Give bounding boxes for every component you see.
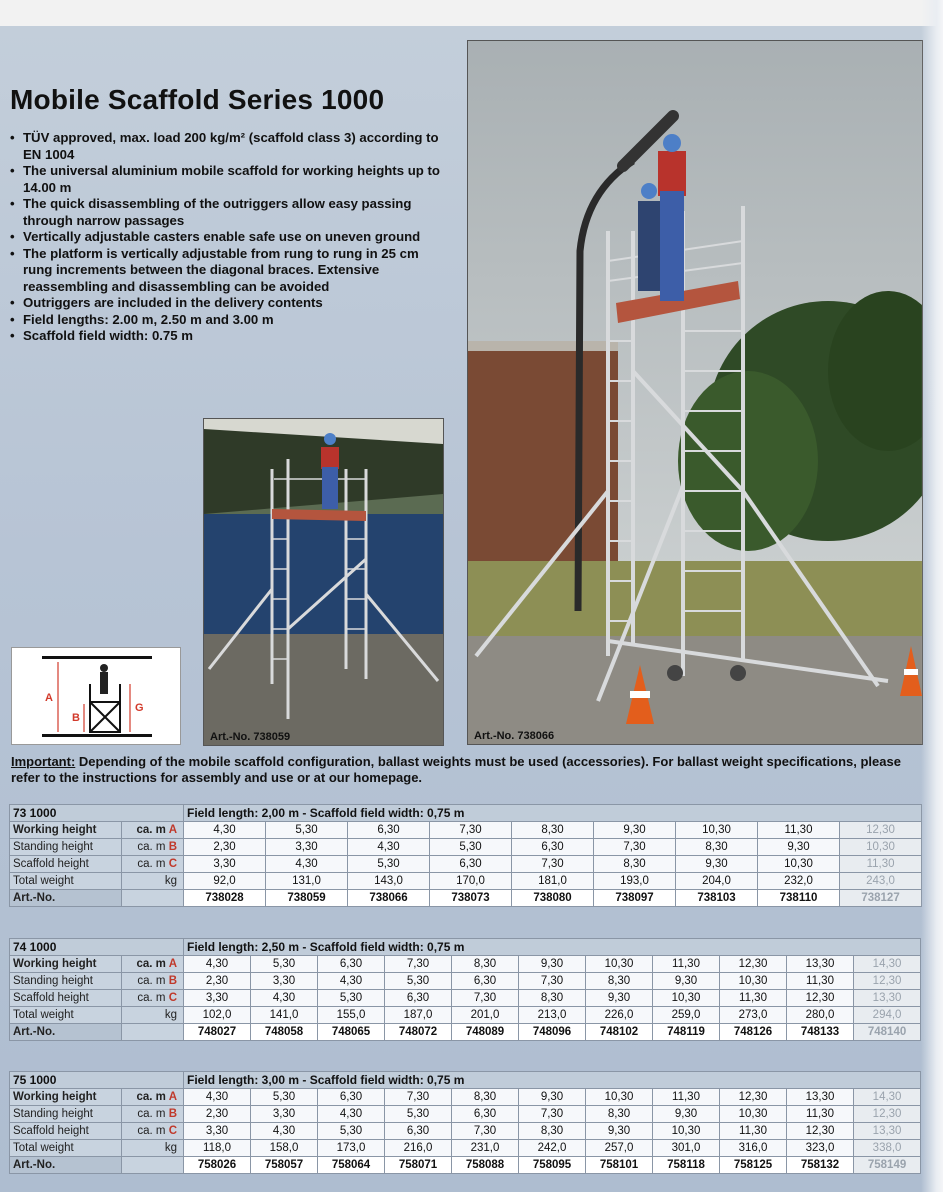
table-cell: 3,30	[266, 839, 348, 856]
table-row-working	[10, 1089, 921, 1106]
unit-text: ca. m	[136, 824, 166, 836]
row-label: Working height	[10, 822, 122, 839]
table-cell: 7,30	[430, 822, 512, 839]
table-cell: 11,30	[720, 990, 787, 1007]
row-unit	[122, 990, 184, 1007]
table-cell: 10,30	[758, 856, 840, 873]
table-cell: 9,30	[586, 990, 653, 1007]
field-description: Field length: 3,00 m - Scaffold field width: 0,75 m	[184, 1072, 921, 1089]
table-cell: 6,30	[512, 839, 594, 856]
table-cell: 5,30	[348, 856, 430, 873]
table-cell: 9,30	[586, 1123, 653, 1140]
row-label: Standing height	[10, 1106, 122, 1123]
table-row-total	[10, 1140, 921, 1157]
unit-text: ca. m	[136, 1091, 166, 1103]
table-cell: 748058	[251, 1024, 318, 1041]
row-label: Scaffold height	[10, 990, 122, 1007]
table-cell: 4,30	[318, 973, 385, 990]
table-cell: 7,30	[594, 839, 676, 856]
table-cell: 5,30	[430, 839, 512, 856]
table-cell: 758149	[854, 1157, 921, 1174]
table-cell: 6,30	[452, 973, 519, 990]
row-unit	[122, 1106, 184, 1123]
table-cell: 12,30	[787, 1123, 854, 1140]
table-cell: 5,30	[318, 1123, 385, 1140]
table-cell: 738110	[758, 890, 840, 907]
height-diagram	[11, 647, 181, 745]
table-cell: 748096	[519, 1024, 586, 1041]
dimension-marker: A	[168, 824, 178, 836]
table-cell: 5,30	[318, 990, 385, 1007]
table-cell: 4,30	[184, 1089, 251, 1106]
table-cell: 11,30	[653, 1089, 720, 1106]
table-cell: 5,30	[251, 1089, 318, 1106]
table-cell: 758071	[385, 1157, 452, 1174]
table-cell: 11,30	[758, 822, 840, 839]
unit-text: ca. m	[136, 958, 166, 970]
table-cell: 7,30	[512, 856, 594, 873]
dimension-marker: A	[168, 958, 178, 970]
table-cell: 8,30	[676, 839, 758, 856]
table-row-art	[10, 890, 922, 907]
table-cell: 7,30	[519, 973, 586, 990]
row-unit	[122, 1157, 184, 1174]
table-cell: 11,30	[653, 956, 720, 973]
table-cell: 738127	[840, 890, 922, 907]
table-cell: 738080	[512, 890, 594, 907]
table-cell: 6,30	[452, 1106, 519, 1123]
field-description: Field length: 2,50 m - Scaffold field width: 0,75 m	[184, 939, 921, 956]
row-unit	[122, 839, 184, 856]
table-cell: 9,30	[519, 956, 586, 973]
table-cell: 204,0	[676, 873, 758, 890]
table-cell: 9,30	[676, 856, 758, 873]
table-cell: 7,30	[385, 1089, 452, 1106]
table-cell: 758101	[586, 1157, 653, 1174]
scaffold-photo-large-image	[468, 41, 922, 744]
height-diagram-drawing	[12, 648, 180, 744]
table-cell: 8,30	[586, 1106, 653, 1123]
table-cell: 738103	[676, 890, 758, 907]
feature-item: • Scaffold field width: 0.75 m	[10, 328, 450, 345]
row-label: Art.-No.	[10, 1024, 122, 1041]
table-cell: 7,30	[519, 1106, 586, 1123]
table-cell: 14,30	[854, 956, 921, 973]
table-cell: 3,30	[251, 973, 318, 990]
important-note	[11, 754, 911, 786]
table-cell: 8,30	[452, 1089, 519, 1106]
table-cell: 8,30	[594, 856, 676, 873]
row-label: Working height	[10, 1089, 122, 1106]
table-cell: 11,30	[840, 856, 922, 873]
spec-table-75-1000	[9, 1071, 921, 1174]
table-cell: 102,0	[184, 1007, 251, 1024]
table-cell: 259,0	[653, 1007, 720, 1024]
table-cell: 12,30	[720, 956, 787, 973]
table-cell: 738028	[184, 890, 266, 907]
table-row-scaffold	[10, 856, 922, 873]
table-cell: 4,30	[266, 856, 348, 873]
table-cell: 323,0	[787, 1140, 854, 1157]
table-cell: 7,30	[452, 1123, 519, 1140]
table-cell: 758125	[720, 1157, 787, 1174]
dimension-marker: B	[168, 1108, 178, 1120]
table-cell: 193,0	[594, 873, 676, 890]
table-cell: 748072	[385, 1024, 452, 1041]
row-unit	[122, 856, 184, 873]
table-row-scaffold	[10, 1123, 921, 1140]
row-unit	[122, 1123, 184, 1140]
table-cell: 141,0	[251, 1007, 318, 1024]
feature-item: • Outriggers are included in the delivery contents	[10, 295, 450, 312]
table-cell: 158,0	[251, 1140, 318, 1157]
feature-item: • The universal aluminium mobile scaffold for working heights up to 14.00 m	[10, 163, 450, 196]
table-cell: 9,30	[653, 973, 720, 990]
table-cell: 14,30	[854, 1089, 921, 1106]
spec-table-73-1000	[9, 804, 922, 907]
page-title: Mobile Scaffold Series 1000	[10, 84, 385, 115]
table-cell: 4,30	[184, 956, 251, 973]
table-cell: 10,30	[676, 822, 758, 839]
feature-item: • Field lengths: 2.00 m, 2.50 m and 3.00 m	[10, 312, 450, 329]
table-cell: 13,30	[787, 956, 854, 973]
table-cell: 294,0	[854, 1007, 921, 1024]
table-cell: 738059	[266, 890, 348, 907]
table-cell: 273,0	[720, 1007, 787, 1024]
table-cell: 758095	[519, 1157, 586, 1174]
table-cell: 758057	[251, 1157, 318, 1174]
feature-item: • Vertically adjustable casters enable safe use on uneven ground	[10, 229, 450, 246]
table-cell: 8,30	[519, 990, 586, 1007]
page-top-margin	[0, 0, 943, 26]
table-cell: 4,30	[184, 822, 266, 839]
table-cell: 738066	[348, 890, 430, 907]
dimension-marker: C	[168, 992, 178, 1004]
feature-item: • The quick disassembling of the outriggers allow easy passing through narrow passages	[10, 196, 450, 229]
table-cell: 6,30	[430, 856, 512, 873]
diagram-label-b: B	[72, 712, 80, 724]
table-row-total	[10, 1007, 921, 1024]
table-cell: 12,30	[840, 822, 922, 839]
table-cell: 748119	[653, 1024, 720, 1041]
series-number: 73 1000	[10, 805, 184, 822]
row-label: Total weight	[10, 1007, 122, 1024]
table-cell: 758132	[787, 1157, 854, 1174]
row-label: Art.-No.	[10, 1157, 122, 1174]
row-label: Standing height	[10, 839, 122, 856]
row-label: Working height	[10, 956, 122, 973]
unit-text: ca. m	[137, 858, 166, 870]
table-cell: 3,30	[184, 856, 266, 873]
table-cell: 226,0	[586, 1007, 653, 1024]
table-cell: 8,30	[586, 973, 653, 990]
table-cell: 4,30	[251, 1123, 318, 1140]
table-cell: 2,30	[184, 1106, 251, 1123]
table-cell: 9,30	[653, 1106, 720, 1123]
diagram-label-g: G	[135, 702, 144, 714]
row-label: Total weight	[10, 873, 122, 890]
diagram-label-a: A	[45, 692, 53, 704]
table-cell: 213,0	[519, 1007, 586, 1024]
table-cell: 9,30	[758, 839, 840, 856]
table-cell: 3,30	[184, 1123, 251, 1140]
table-cell: 10,30	[586, 956, 653, 973]
row-unit	[122, 890, 184, 907]
row-unit	[122, 1089, 184, 1106]
table-header-row	[10, 805, 922, 822]
table-row-art	[10, 1024, 921, 1041]
table-cell: 316,0	[720, 1140, 787, 1157]
page-edge-shadow	[921, 0, 943, 1192]
table-row-standing	[10, 973, 921, 990]
unit-text: ca. m	[137, 975, 166, 987]
photo-caption-large: Art.-No. 738066	[474, 730, 555, 742]
table-cell: 6,30	[385, 990, 452, 1007]
dimension-marker: C	[168, 1125, 178, 1137]
table-cell: 8,30	[512, 822, 594, 839]
table-cell: 13,30	[854, 990, 921, 1007]
scaffold-photo-small	[203, 418, 444, 746]
table-cell: 131,0	[266, 873, 348, 890]
table-cell: 4,30	[251, 990, 318, 1007]
table-cell: 92,0	[184, 873, 266, 890]
table-row-scaffold	[10, 990, 921, 1007]
table-cell: 2,30	[184, 973, 251, 990]
table-cell: 155,0	[318, 1007, 385, 1024]
table-cell: 758026	[184, 1157, 251, 1174]
row-unit	[122, 956, 184, 973]
dimension-marker: C	[168, 858, 178, 870]
row-label: Standing height	[10, 973, 122, 990]
table-row-standing	[10, 839, 922, 856]
row-label: Art.-No.	[10, 890, 122, 907]
dimension-marker: A	[168, 1091, 178, 1103]
table-cell: 748089	[452, 1024, 519, 1041]
unit-text: kg	[164, 1009, 178, 1021]
table-cell: 11,30	[787, 1106, 854, 1123]
row-unit	[122, 1024, 184, 1041]
table-cell: 5,30	[251, 956, 318, 973]
table-cell: 5,30	[385, 973, 452, 990]
unit-text: kg	[164, 875, 178, 887]
row-label: Scaffold height	[10, 1123, 122, 1140]
table-cell: 5,30	[385, 1106, 452, 1123]
table-cell: 758118	[653, 1157, 720, 1174]
table-cell: 12,30	[854, 1106, 921, 1123]
table-cell: 4,30	[318, 1106, 385, 1123]
dimension-marker: B	[168, 841, 178, 853]
row-unit	[122, 873, 184, 890]
table-cell: 257,0	[586, 1140, 653, 1157]
unit-text: ca. m	[137, 992, 166, 1004]
table-cell: 13,30	[854, 1123, 921, 1140]
row-label: Scaffold height	[10, 856, 122, 873]
table-cell: 280,0	[787, 1007, 854, 1024]
table-cell: 187,0	[385, 1007, 452, 1024]
table-cell: 9,30	[594, 822, 676, 839]
important-note-lead: Important:	[11, 754, 76, 769]
table-cell: 8,30	[519, 1123, 586, 1140]
table-cell: 10,30	[653, 1123, 720, 1140]
table-cell: 12,30	[720, 1089, 787, 1106]
row-unit	[122, 1007, 184, 1024]
table-cell: 7,30	[452, 990, 519, 1007]
table-row-working	[10, 956, 921, 973]
table-cell: 216,0	[385, 1140, 452, 1157]
table-cell: 8,30	[452, 956, 519, 973]
table-cell: 10,30	[720, 973, 787, 990]
photo-caption-small: Art.-No. 738059	[210, 731, 291, 743]
table-cell: 6,30	[348, 822, 430, 839]
scaffold-photo-large	[467, 40, 923, 745]
table-cell: 2,30	[184, 839, 266, 856]
unit-text: ca. m	[137, 1108, 166, 1120]
table-cell: 748065	[318, 1024, 385, 1041]
table-cell: 6,30	[318, 956, 385, 973]
unit-text: ca. m	[137, 1125, 166, 1137]
table-cell: 143,0	[348, 873, 430, 890]
table-cell: 181,0	[512, 873, 594, 890]
table-cell: 10,30	[840, 839, 922, 856]
table-cell: 6,30	[385, 1123, 452, 1140]
table-cell: 6,30	[318, 1089, 385, 1106]
table-cell: 173,0	[318, 1140, 385, 1157]
important-note-text: Depending of the mobile scaffold configuration, ballast weights must be used (accessories). For ballast weight specifications, please refer to the instructions for assembly and use or at our homepage.	[11, 754, 901, 785]
feature-item: • TÜV approved, max. load 200 kg/m² (scaffold class 3) according to EN 1004	[10, 130, 450, 163]
dimension-marker: B	[168, 975, 178, 987]
table-cell: 13,30	[787, 1089, 854, 1106]
table-row-art	[10, 1157, 921, 1174]
unit-text: ca. m	[137, 841, 166, 853]
table-row-working	[10, 822, 922, 839]
table-header-row	[10, 939, 921, 956]
row-unit	[122, 973, 184, 990]
table-cell: 4,30	[348, 839, 430, 856]
row-unit	[122, 822, 184, 839]
table-cell: 5,30	[266, 822, 348, 839]
row-label: Total weight	[10, 1140, 122, 1157]
table-cell: 738097	[594, 890, 676, 907]
field-description: Field length: 2,00 m - Scaffold field width: 0,75 m	[184, 805, 922, 822]
table-cell: 232,0	[758, 873, 840, 890]
spec-table-74-1000	[9, 938, 921, 1041]
table-row-total	[10, 873, 922, 890]
table-cell: 3,30	[251, 1106, 318, 1123]
table-header-row	[10, 1072, 921, 1089]
table-cell: 11,30	[787, 973, 854, 990]
feature-item: • The platform is vertically adjustable from rung to rung in 25 cm rung increments between the diagonal braces. Extensive reassembling and disassembling can be avoided	[10, 246, 450, 296]
unit-text: kg	[164, 1142, 178, 1154]
table-cell: 201,0	[452, 1007, 519, 1024]
series-number: 74 1000	[10, 939, 184, 956]
table-cell: 243,0	[840, 873, 922, 890]
scaffold-photo-small-image	[204, 419, 443, 745]
table-cell: 748027	[184, 1024, 251, 1041]
table-cell: 11,30	[720, 1123, 787, 1140]
table-cell: 12,30	[787, 990, 854, 1007]
table-cell: 242,0	[519, 1140, 586, 1157]
table-cell: 738073	[430, 890, 512, 907]
table-row-standing	[10, 1106, 921, 1123]
table-cell: 748140	[854, 1024, 921, 1041]
table-cell: 231,0	[452, 1140, 519, 1157]
table-cell: 12,30	[854, 973, 921, 990]
table-cell: 7,30	[385, 956, 452, 973]
table-cell: 118,0	[184, 1140, 251, 1157]
table-cell: 338,0	[854, 1140, 921, 1157]
table-cell: 10,30	[586, 1089, 653, 1106]
table-cell: 758088	[452, 1157, 519, 1174]
table-cell: 301,0	[653, 1140, 720, 1157]
feature-list	[10, 130, 450, 345]
table-cell: 3,30	[184, 990, 251, 1007]
table-cell: 10,30	[653, 990, 720, 1007]
table-cell: 748126	[720, 1024, 787, 1041]
series-number: 75 1000	[10, 1072, 184, 1089]
table-cell: 10,30	[720, 1106, 787, 1123]
row-unit	[122, 1140, 184, 1157]
table-cell: 170,0	[430, 873, 512, 890]
table-cell: 9,30	[519, 1089, 586, 1106]
table-cell: 748133	[787, 1024, 854, 1041]
table-cell: 748102	[586, 1024, 653, 1041]
table-cell: 758064	[318, 1157, 385, 1174]
